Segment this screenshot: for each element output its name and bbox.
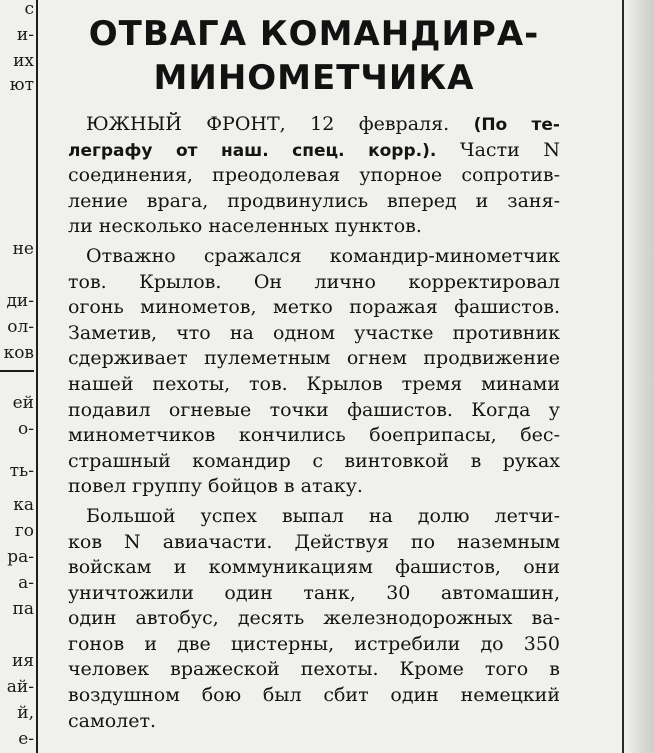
left-line: ра- <box>7 547 34 567</box>
left-line: па <box>12 599 34 619</box>
text-line: сдерживает пулеметным огнем продвижение <box>68 347 560 370</box>
text-line: Большой успех выпал на долю летчи- <box>86 504 560 527</box>
text-line: войскам и коммуникациям фашистов, они <box>68 556 560 579</box>
left-line: ть- <box>9 461 34 481</box>
text-line: повел группу бойцов в атаку. <box>68 475 363 498</box>
left-line: с <box>24 0 34 19</box>
left-line: го <box>14 521 34 541</box>
text-line: нашей пехоты, тов. Крылов тремя минами <box>68 372 560 395</box>
column-divider <box>36 0 38 753</box>
text-line: тов. Крылов. Он лично корректировал <box>68 270 560 293</box>
text-line: минометчиков кончились боеприпасы, бес- <box>68 424 560 447</box>
text-line: страшный командир с винтовкой в руках <box>68 449 560 472</box>
text-line: уничтожили один танк, 30 автомашин, <box>68 581 560 604</box>
left-line: их <box>13 51 34 71</box>
left-line: о- <box>18 419 34 439</box>
left-column-fragment <box>0 0 34 753</box>
headline-line: МИНОМЕТЧИКА <box>153 58 475 98</box>
left-line: ия <box>11 651 34 671</box>
left-line: ют <box>9 75 34 95</box>
left-line: ди- <box>6 291 34 311</box>
paragraph-dateline <box>68 112 560 240</box>
left-line: й, <box>17 703 34 723</box>
article <box>68 12 560 734</box>
page-edge <box>628 0 654 753</box>
left-line: и- <box>16 25 34 45</box>
left-line: е- <box>18 729 34 749</box>
text-line: соединения, преодолевая упорное сопротив- <box>68 164 560 187</box>
text-line: воздушном бою был сбит один немецкий <box>68 684 560 707</box>
paragraph <box>68 244 560 500</box>
text-line: огонь минометов, метко поражая фашистов. <box>68 296 560 319</box>
text-line: самолет. <box>68 709 157 732</box>
left-line: ка <box>13 495 34 515</box>
left-line: ол- <box>7 317 34 337</box>
article-body <box>68 112 560 734</box>
text-line: ков N авиачасти. Действуя по наземным <box>68 530 560 553</box>
paragraph <box>68 504 560 734</box>
text-line: один автобус, десять железнодорожных ва- <box>68 607 560 630</box>
text-line: гонов и две цистерны, истребили до 350 <box>68 632 560 655</box>
text-line: Заметив, что на одном участке противник <box>68 321 560 344</box>
left-line: ай- <box>6 677 34 697</box>
text-line: ли несколько населенных пунктов. <box>68 215 422 238</box>
column-divider <box>622 0 624 753</box>
text-line: леграфу от наш. спец. корр.). Части N <box>68 138 560 161</box>
left-line: а- <box>18 573 34 593</box>
headline <box>68 12 560 100</box>
text-line: ЮЖНЫЙ ФРОНТ, 12 февраля. (По те- <box>86 113 560 135</box>
left-line: не <box>12 239 34 259</box>
left-line: ков <box>3 343 34 363</box>
column-rule <box>0 370 34 372</box>
text-line: человек вражеской пехоты. Кроме того в <box>68 658 560 681</box>
left-line: ей <box>12 393 34 413</box>
text-line: Отважно сражался командир-минометчик <box>86 244 560 267</box>
headline-line: ОТВАГА КОМАНДИРА- <box>88 14 540 54</box>
text-line: ление врага, продвинулись вперед и заня- <box>68 189 560 212</box>
text-line: подавил огневые точки фашистов. Когда у <box>68 398 560 421</box>
